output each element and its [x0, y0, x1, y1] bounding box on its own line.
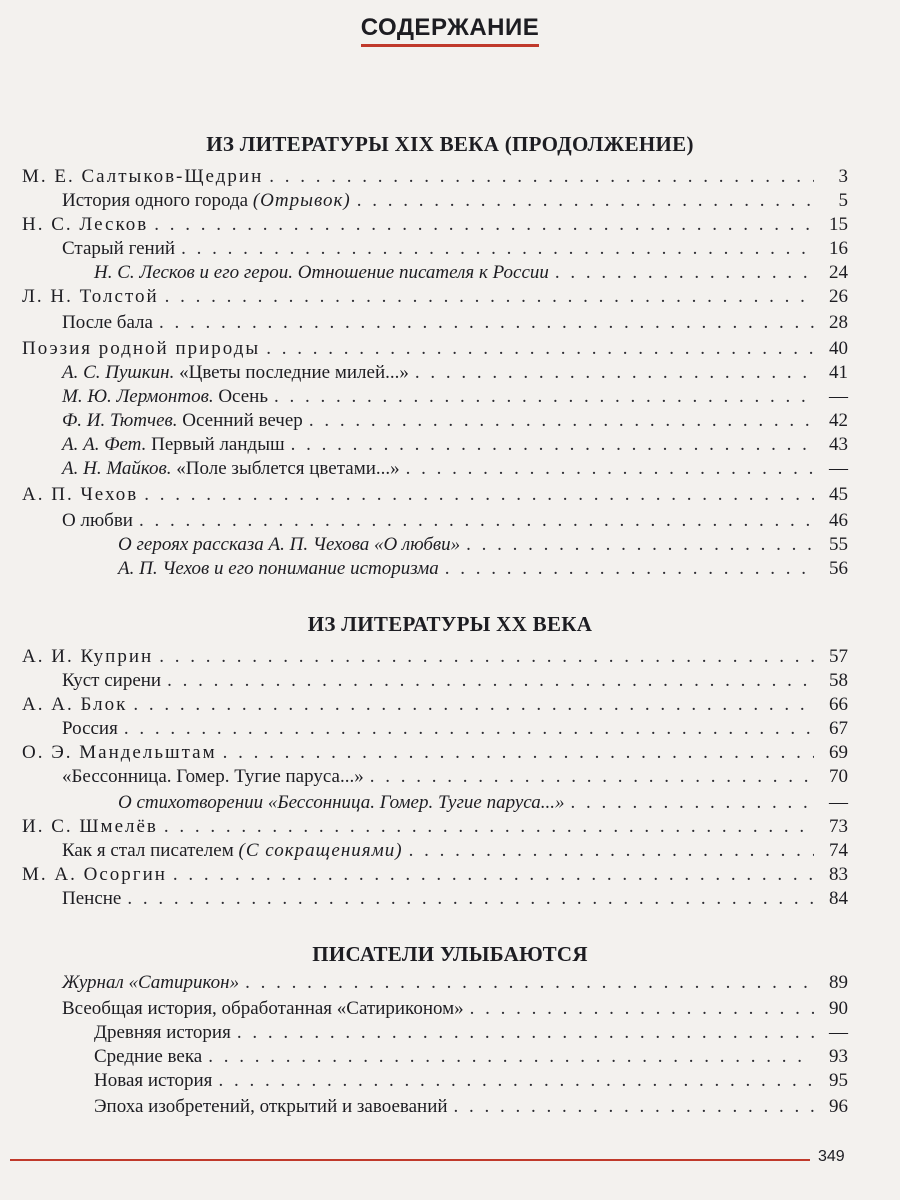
- entry-title: А. П. Чехов: [22, 484, 139, 505]
- leader-dots: [167, 668, 814, 694]
- leader-dots: [409, 838, 814, 864]
- entry-title: М. А. Осоргин: [22, 864, 167, 885]
- toc-author-entry[interactable]: [22, 692, 848, 718]
- entry-title: Куст сирени: [62, 670, 162, 691]
- leader-dots: [445, 556, 814, 582]
- entry-label: [22, 236, 175, 262]
- toc-entry[interactable]: [22, 790, 848, 816]
- leader-dots: [309, 408, 814, 434]
- page-number: 74: [829, 840, 848, 861]
- toc-author-entry[interactable]: [22, 644, 848, 670]
- entry-title: После бала: [62, 312, 153, 333]
- leader-dots: [144, 482, 814, 508]
- entry-label: [22, 1020, 231, 1046]
- leader-dots: [159, 310, 814, 336]
- entry-title: О стихотворении «Бессонница. Гомер. Тугие паруса...»: [118, 792, 565, 813]
- page-number: 43: [829, 434, 848, 455]
- page-number: 69: [829, 742, 848, 763]
- leader-dots: [245, 970, 814, 996]
- poem-author: А. С. Пушкин.: [62, 362, 175, 383]
- entry-title: Как я стал писателем: [62, 840, 234, 861]
- entry-label: [22, 432, 285, 458]
- entry-label: [22, 532, 460, 558]
- toc-entry[interactable]: [22, 1020, 848, 1046]
- toc-entry[interactable]: [22, 360, 848, 386]
- entry-label: [22, 508, 133, 534]
- page-number: 42: [829, 410, 848, 431]
- entry-title: Новая история: [94, 1070, 213, 1091]
- page-number: 89: [829, 972, 848, 993]
- toc-entry[interactable]: [22, 432, 848, 458]
- page-number: 84: [829, 888, 848, 909]
- page-number: 55: [829, 534, 848, 555]
- entry-label: [22, 996, 464, 1022]
- entry-title: А. А. Блок: [22, 694, 128, 715]
- toc-author-entry[interactable]: [22, 164, 848, 190]
- footer-page-number: 349: [818, 1148, 845, 1165]
- leader-dots: [406, 456, 814, 482]
- entry-label: [22, 668, 161, 694]
- entry-label: [22, 1068, 212, 1094]
- entry-title: Пенсне: [62, 888, 122, 909]
- leader-dots: [269, 164, 814, 190]
- poem-title: «Поле зыблется цветами...»: [176, 458, 400, 479]
- entry-label: [22, 862, 167, 888]
- entry-label: [22, 764, 364, 790]
- leader-dots: [133, 692, 814, 718]
- entry-note: (С сокращениями): [238, 840, 403, 861]
- entry-title: О. Э. Мандельштам: [22, 742, 217, 763]
- poem-author: М. Ю. Лермонтов.: [62, 386, 214, 407]
- poem-title: Осень: [218, 386, 268, 407]
- page-number: —: [829, 386, 848, 407]
- entry-title: Л. Н. Толстой: [22, 286, 159, 307]
- entry-label: [22, 644, 153, 670]
- leader-dots: [173, 862, 814, 888]
- entry-title: А. П. Чехов и его понимание историзма: [118, 558, 439, 579]
- page-number: 28: [829, 312, 848, 333]
- entry-title: Средние века: [94, 1046, 203, 1067]
- entry-label: [22, 692, 127, 718]
- toc-entry[interactable]: [22, 668, 848, 694]
- toc-entry[interactable]: [22, 1094, 848, 1120]
- toc-entry[interactable]: [22, 188, 848, 214]
- toc-entry[interactable]: [22, 260, 848, 286]
- page-number: 67: [829, 718, 848, 739]
- leader-dots: [164, 814, 814, 840]
- section-title: ИЗ ЛИТЕРАТУРЫ XX ВЕКА: [307, 612, 593, 636]
- entry-label: [22, 284, 159, 310]
- entry-title: Всеобщая история, обработанная «Сатириконом»: [62, 998, 464, 1019]
- entry-label: [22, 970, 239, 996]
- entry-label: [22, 260, 549, 286]
- page-number: 83: [829, 864, 848, 885]
- entry-title: И. С. Шмелёв: [22, 816, 158, 837]
- entry-note: (Отрывок): [252, 190, 351, 211]
- toc-author-entry[interactable]: [22, 336, 848, 362]
- leader-dots: [159, 644, 814, 670]
- toc-entry[interactable]: [22, 532, 848, 558]
- page-number: —: [829, 792, 848, 813]
- toc-entry[interactable]: [22, 996, 848, 1022]
- toc-entry[interactable]: [22, 838, 848, 864]
- leader-dots: [291, 432, 814, 458]
- entry-title: Эпоха изобретений, открытий и завоеваний: [94, 1096, 448, 1117]
- leader-dots: [181, 236, 814, 262]
- page-number: 15: [829, 214, 848, 235]
- entry-label: [22, 814, 158, 840]
- entry-label: [22, 310, 153, 336]
- entry-label: [22, 790, 564, 816]
- leader-dots: [470, 996, 814, 1022]
- toc-author-entry[interactable]: [22, 284, 848, 310]
- page-number: 96: [829, 1096, 848, 1117]
- leader-dots: [223, 740, 814, 766]
- page-number: 40: [829, 338, 848, 359]
- entry-title: А. И. Куприн: [22, 646, 154, 667]
- leader-dots: [237, 1020, 814, 1046]
- entry-title: Россия: [62, 718, 118, 739]
- page-title: СОДЕРЖАНИЕ: [0, 14, 900, 42]
- leader-dots: [415, 360, 814, 386]
- toc-entry[interactable]: [22, 310, 848, 336]
- entry-label: [22, 482, 138, 508]
- entry-title: О героях рассказа А. П. Чехова «О любви»: [118, 534, 461, 555]
- leader-dots: [570, 790, 814, 816]
- leader-dots: [466, 532, 814, 558]
- toc-entry[interactable]: [22, 456, 848, 482]
- page-number: 73: [829, 816, 848, 837]
- entry-title: Древняя история: [94, 1022, 231, 1043]
- page-number: 45: [829, 484, 848, 505]
- leader-dots: [124, 716, 814, 742]
- toc-entry[interactable]: [22, 764, 848, 790]
- page-number: 3: [838, 166, 848, 187]
- poem-author: А. Н. Майков.: [62, 458, 172, 479]
- entry-label: [22, 1044, 202, 1070]
- toc-author-entry[interactable]: [22, 740, 848, 766]
- page-number: —: [829, 1022, 848, 1043]
- leader-dots: [370, 764, 814, 790]
- entry-label: [22, 556, 439, 582]
- leader-dots: [139, 508, 814, 534]
- toc-entry[interactable]: [22, 970, 848, 996]
- page-number: 26: [829, 286, 848, 307]
- entry-label: [22, 212, 148, 238]
- page-number: 58: [829, 670, 848, 691]
- toc-author-entry[interactable]: [22, 862, 848, 888]
- entry-title: Старый гений: [62, 238, 176, 259]
- poem-title: Первый ландыш: [151, 434, 285, 455]
- leader-dots: [274, 384, 814, 410]
- entry-label: [22, 1094, 448, 1120]
- leader-dots: [165, 284, 814, 310]
- page-number: 41: [829, 362, 848, 383]
- leader-dots: [357, 188, 814, 214]
- entry-label: [22, 716, 118, 742]
- leader-dots: [555, 260, 814, 286]
- page-number: 90: [829, 998, 848, 1019]
- toc-entry[interactable]: [22, 236, 848, 262]
- page-number: 46: [829, 510, 848, 531]
- entry-label: [22, 456, 400, 482]
- toc-author-entry[interactable]: [22, 482, 848, 508]
- entry-label: [22, 360, 409, 386]
- toc-entry[interactable]: [22, 1044, 848, 1070]
- entry-label: [22, 384, 268, 410]
- page-number: 56: [829, 558, 848, 579]
- page-number: —: [829, 458, 848, 479]
- toc-entry[interactable]: [22, 886, 848, 912]
- page-number: 16: [829, 238, 848, 259]
- entry-title: Н. С. Лесков: [22, 214, 149, 235]
- leader-dots: [208, 1044, 814, 1070]
- leader-dots: [127, 886, 814, 912]
- entry-title: Поэзия родной природы: [22, 338, 261, 359]
- section-title: ИЗ ЛИТЕРАТУРЫ XIX ВЕКА (ПРОДОЛЖЕНИЕ): [206, 132, 694, 156]
- entry-label: [22, 408, 303, 434]
- page-number: 24: [829, 262, 848, 283]
- poem-author: Ф. И. Тютчев.: [62, 410, 178, 431]
- toc-author-entry[interactable]: [22, 814, 848, 840]
- toc-entry[interactable]: [22, 556, 848, 582]
- entry-label: [22, 838, 403, 864]
- toc-author-entry[interactable]: [22, 212, 848, 238]
- entry-title: Журнал «Сатирикон»: [62, 972, 240, 993]
- page-number: 95: [829, 1070, 848, 1091]
- page-number: 5: [838, 190, 848, 211]
- footer-rule: [10, 1159, 810, 1161]
- page-number: 66: [829, 694, 848, 715]
- entry-label: [22, 740, 217, 766]
- page-number: 57: [829, 646, 848, 667]
- leader-dots: [154, 212, 814, 238]
- entry-label: [22, 164, 263, 190]
- leader-dots: [266, 336, 814, 362]
- entry-title: Н. С. Лесков и его герои. Отношение писателя к России: [94, 262, 549, 283]
- entry-label: [22, 886, 121, 912]
- toc-entry[interactable]: [22, 716, 848, 742]
- toc-entry[interactable]: [22, 508, 848, 534]
- toc-entry[interactable]: [22, 384, 848, 410]
- entry-title: М. Е. Салтыков-Щедрин: [22, 166, 264, 187]
- page-number: 93: [829, 1046, 848, 1067]
- poem-title: Осенний вечер: [182, 410, 303, 431]
- leader-dots: [218, 1068, 814, 1094]
- entry-label: [22, 188, 351, 214]
- toc-entry[interactable]: [22, 1068, 848, 1094]
- section-title: ПИСАТЕЛИ УЛЫБАЮТСЯ: [312, 942, 588, 966]
- entry-title: «Бессонница. Гомер. Тугие паруса...»: [62, 766, 364, 787]
- toc-entry[interactable]: [22, 408, 848, 434]
- page-number: 70: [829, 766, 848, 787]
- poem-title: «Цветы последние милей...»: [179, 362, 409, 383]
- poem-author: А. А. Фет.: [62, 434, 147, 455]
- entry-title: О любви: [62, 510, 133, 531]
- entry-label: [22, 336, 260, 362]
- entry-title: История одного города: [62, 190, 249, 211]
- leader-dots: [454, 1094, 814, 1120]
